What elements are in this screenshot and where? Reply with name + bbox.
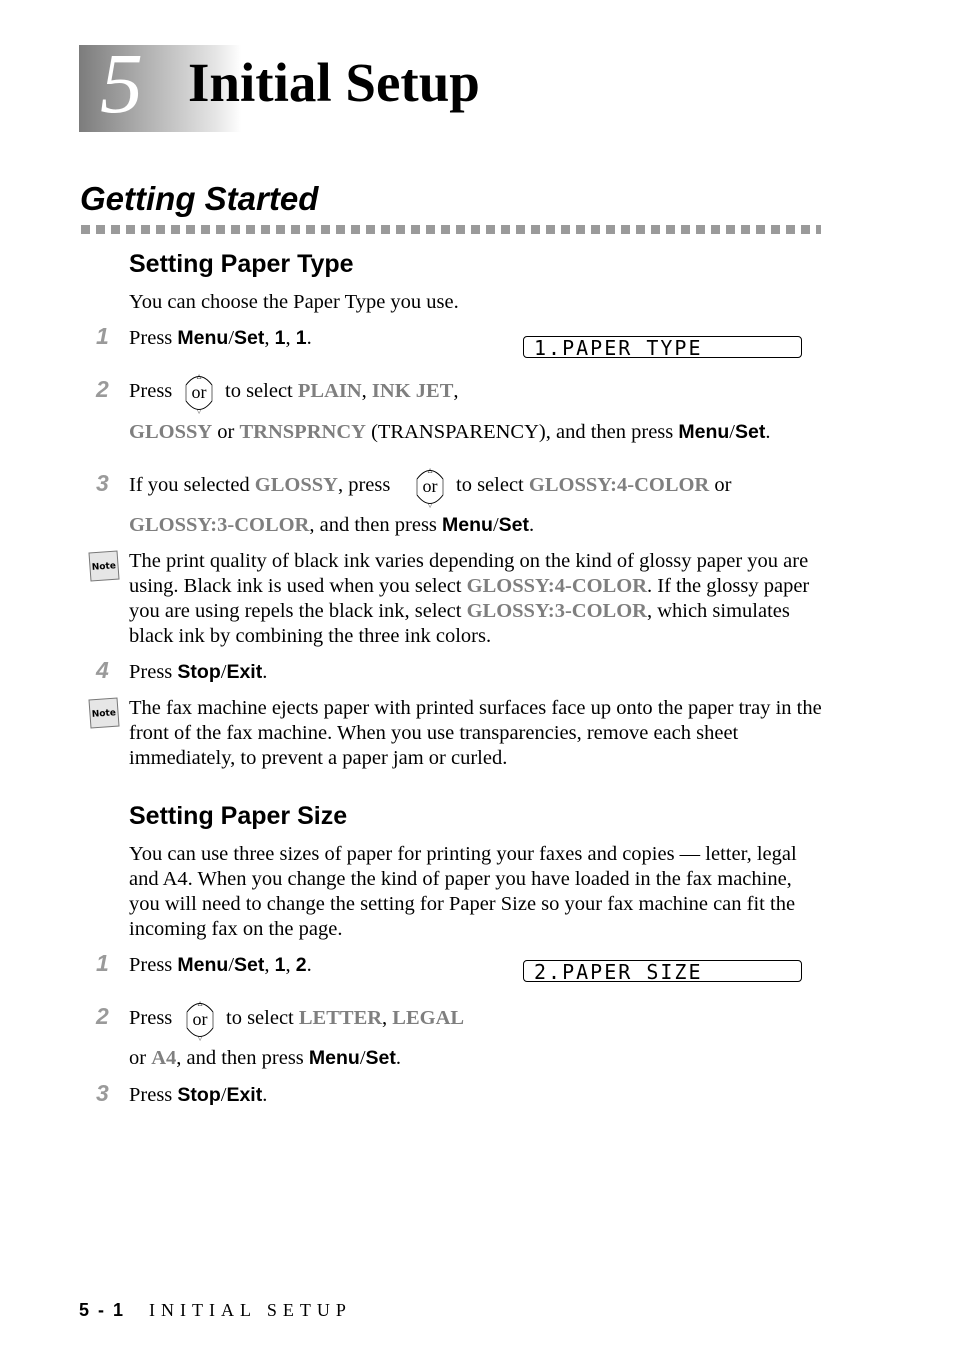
- paper-type-heading: Setting Paper Type: [129, 250, 354, 278]
- svg-text:▽: ▽: [197, 1035, 203, 1042]
- step-text: to select LETTER, LEGAL: [226, 1007, 465, 1029]
- step-number: 2: [96, 1003, 109, 1029]
- lcd-display: 2.PAPER SIZE: [523, 960, 802, 982]
- svg-text:△: △: [427, 467, 433, 474]
- svg-text:△: △: [197, 1000, 203, 1007]
- step-text: GLOSSY or TRNSPRNCY (TRANSPARENCY), and then press Menu/Set.: [129, 421, 771, 443]
- svg-text:▽: ▽: [427, 502, 433, 509]
- step-text-press: Press: [129, 1007, 173, 1029]
- step-number: 3: [96, 1080, 109, 1106]
- step-text: to select GLOSSY:4-COLOR or: [456, 474, 732, 496]
- step-number: 1: [96, 950, 109, 976]
- step-number: 2: [96, 376, 109, 402]
- svg-text:▽: ▽: [196, 408, 202, 415]
- up-down-key-icon: [182, 370, 216, 421]
- paper-type-intro: You can choose the Paper Type you use.: [129, 291, 459, 313]
- note-text: The fax machine ejects paper with printed surfaces face up onto the paper tray in the front of the fax machine. When you use transparencies, remove each sheet immediately, to prevent a paper jam or curled.: [129, 697, 822, 769]
- step-text-press: Press: [129, 380, 173, 402]
- svg-text:△: △: [196, 373, 202, 380]
- paper-size-intro: You can use three sizes of paper for printing your faxes and copies — letter, legal and A4. When you change the kind of paper you have loaded in the fax machine, you will need to change the setting for Paper Size so your fax machine can fit the incoming fax on the page.: [129, 843, 797, 940]
- note-icon: [86, 549, 121, 583]
- paper-size-heading: Setting Paper Size: [129, 802, 348, 830]
- page-footer: [79, 1301, 352, 1319]
- step-text: to select PLAIN, INK JET,: [225, 380, 459, 402]
- step-number: 1: [96, 323, 109, 349]
- up-down-key-icon: [183, 997, 217, 1048]
- svg-text:or: or: [191, 382, 207, 402]
- svg-text:Note: Note: [91, 708, 117, 720]
- page-number: 5 - 1: [79, 1300, 126, 1320]
- footer-title: INITIAL SETUP: [149, 1300, 352, 1320]
- svg-text:Note: Note: [91, 561, 117, 573]
- step-text: Press Menu/Set, 1, 1.: [129, 327, 312, 349]
- note-text: The print quality of black ink varies depending on the kind of glossy paper you are using. Black ink is used when you select GLOSSY:4-COLOR. If the glossy paper you are using repels the black ink, select GLOSSY:3-COLOR, which simulates black ink by combining the three ink colors.: [129, 550, 810, 647]
- step-text: Press Stop/Exit.: [129, 1084, 268, 1106]
- svg-text:or: or: [422, 476, 438, 496]
- step-text: GLOSSY:3-COLOR, and then press Menu/Set.: [129, 514, 535, 536]
- svg-text:or: or: [192, 1009, 208, 1029]
- up-down-key-icon: [413, 464, 447, 515]
- step-number: 4: [96, 657, 109, 683]
- chapter-title: Initial Setup: [188, 52, 480, 113]
- lcd-display: 1.PAPER TYPE: [523, 336, 802, 358]
- step-text: or A4, and then press Menu/Set.: [129, 1047, 402, 1069]
- chapter-number: 5: [100, 35, 143, 131]
- step-text: If you selected GLOSSY, press: [129, 474, 391, 496]
- step-text: Press Stop/Exit.: [129, 661, 268, 683]
- section-title: Getting Started: [80, 180, 319, 217]
- step-number: 3: [96, 470, 109, 496]
- note-icon: [86, 696, 121, 730]
- section-divider: [81, 225, 821, 234]
- step-text: Press Menu/Set, 1, 2.: [129, 954, 312, 976]
